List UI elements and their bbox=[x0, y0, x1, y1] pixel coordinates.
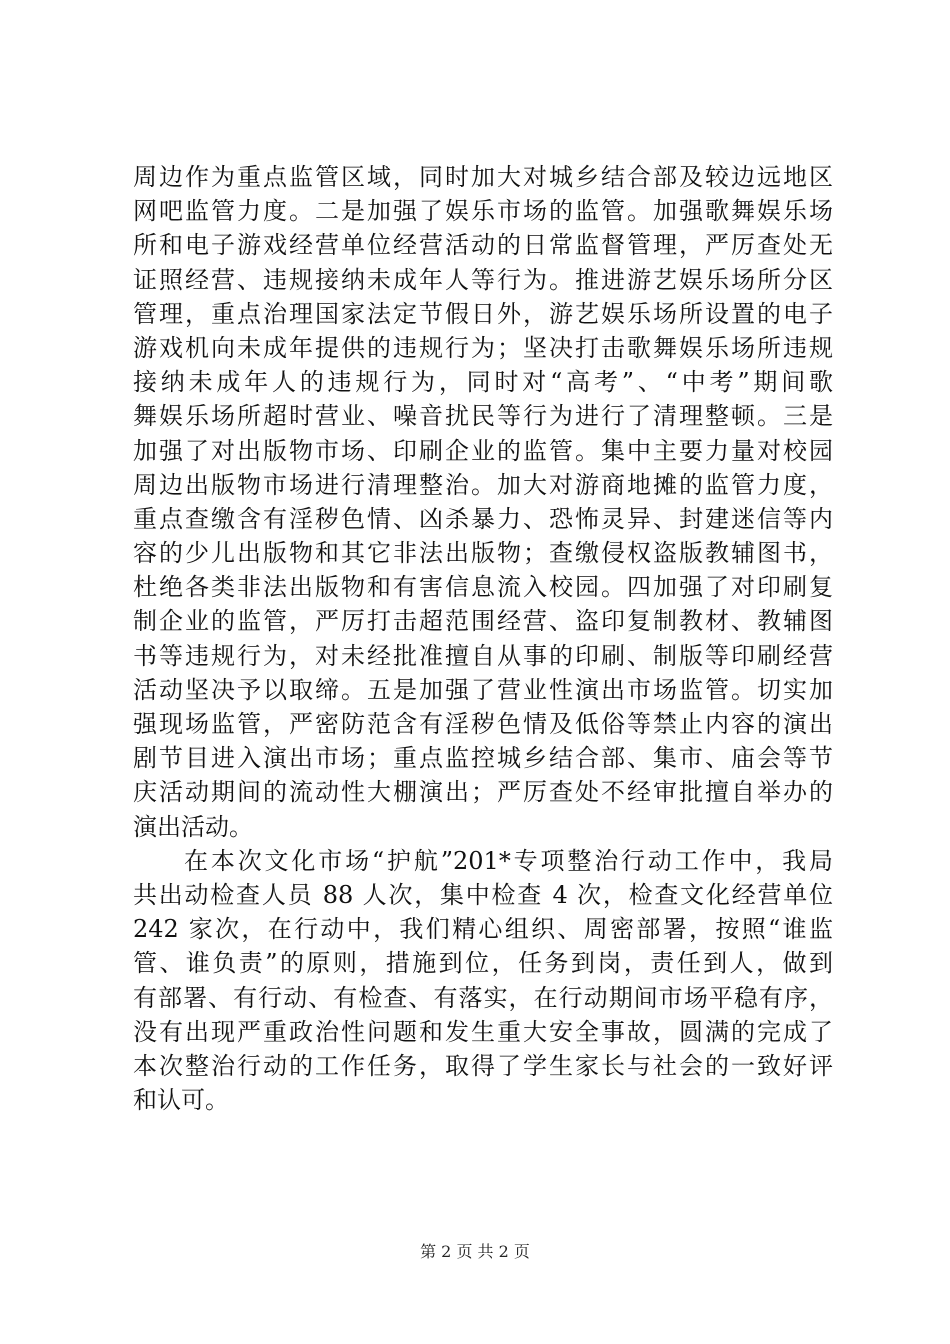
text-line: 重点查缴含有淫秽色情、凶杀暴力、恐怖灵异、封建迷信等内 bbox=[133, 504, 833, 533]
text-line: 242 家次，在行动中，我们精心组织、周密部署，按照“谁监 bbox=[133, 915, 833, 944]
text-line: 共出动检查人员 88 人次，集中检查 4 次，检查文化经营单位 bbox=[133, 880, 833, 909]
text-line: 本次整治行动的工作任务，取得了学生家长与社会的一致好评 bbox=[133, 1051, 833, 1080]
text-line: 和认可。 bbox=[133, 1086, 229, 1115]
text-line: 杜绝各类非法出版物和有害信息流入校园。四加强了对印刷复 bbox=[133, 573, 833, 602]
text-line: 舞娱乐场所超时营业、噪音扰民等行为进行了清理整顿。三是 bbox=[133, 402, 833, 431]
text-line: 容的少儿出版物和其它非法出版物；查缴侵权盗版教辅图书， bbox=[133, 539, 833, 568]
text-line: 剧节目进入演出市场；重点监控城乡结合部、集市、庙会等节 bbox=[133, 744, 833, 773]
text-line: 证照经营、违规接纳未成年人等行为。推进游艺娱乐场所分区 bbox=[133, 265, 833, 294]
text-line: 强现场监管，严密防范含有淫秽色情及低俗等禁止内容的演出 bbox=[133, 710, 833, 738]
paragraph-first-line: 在本次文化市场“护航”201*专项整治行动工作中，我局 bbox=[184, 846, 833, 875]
page-number-footer: 第 2 页 共 2 页 bbox=[420, 1242, 530, 1261]
text-line: 接纳未成年人的违规行为，同时对“高考”、“中考”期间歌 bbox=[133, 368, 833, 397]
text-line: 有部署、有行动、有检查、有落实，在行动期间市场平稳有序， bbox=[133, 983, 833, 1012]
text-line: 加强了对出版物市场、印刷企业的监管。集中主要力量对校园 bbox=[133, 436, 833, 465]
text-line: 庆活动期间的流动性大棚演出；严厉查处不经审批擅自举办的 bbox=[133, 778, 833, 807]
text-line: 演出活动。 bbox=[133, 812, 253, 841]
text-line: 制企业的监管，严厉打击超范围经营、盗印复制教材、教辅图 bbox=[133, 607, 833, 636]
text-line: 所和电子游戏经营单位经营活动的日常监督管理，严厉查处无 bbox=[133, 231, 833, 260]
text-line: 周边出版物市场进行清理整治。加大对游商地摊的监管力度， bbox=[133, 470, 833, 499]
text-line: 游戏机向未成年提供的违规行为；坚决打击歌舞娱乐场所违规 bbox=[133, 333, 833, 362]
text-line: 管、谁负责”的原则，措施到位，任务到岗，责任到人，做到 bbox=[133, 949, 833, 978]
text-line: 书等违规行为，对未经批准擅自从事的印刷、制版等印刷经营 bbox=[133, 641, 833, 670]
document-body bbox=[133, 160, 833, 1117]
text-line: 没有出现严重政治性问题和发生重大安全事故，圆满的完成了 bbox=[133, 1017, 833, 1046]
text-line: 活动坚决予以取缔。五是加强了营业性演出市场监管。切实加 bbox=[133, 675, 833, 704]
text-line: 网吧监管力度。二是加强了娱乐市场的监管。加强歌舞娱乐场 bbox=[133, 197, 833, 226]
text-line: 管理，重点治理国家法定节假日外，游艺娱乐场所设置的电子 bbox=[133, 299, 833, 328]
text-line: 周边作为重点监管区域，同时加大对城乡结合部及较边远地区 bbox=[133, 163, 833, 191]
